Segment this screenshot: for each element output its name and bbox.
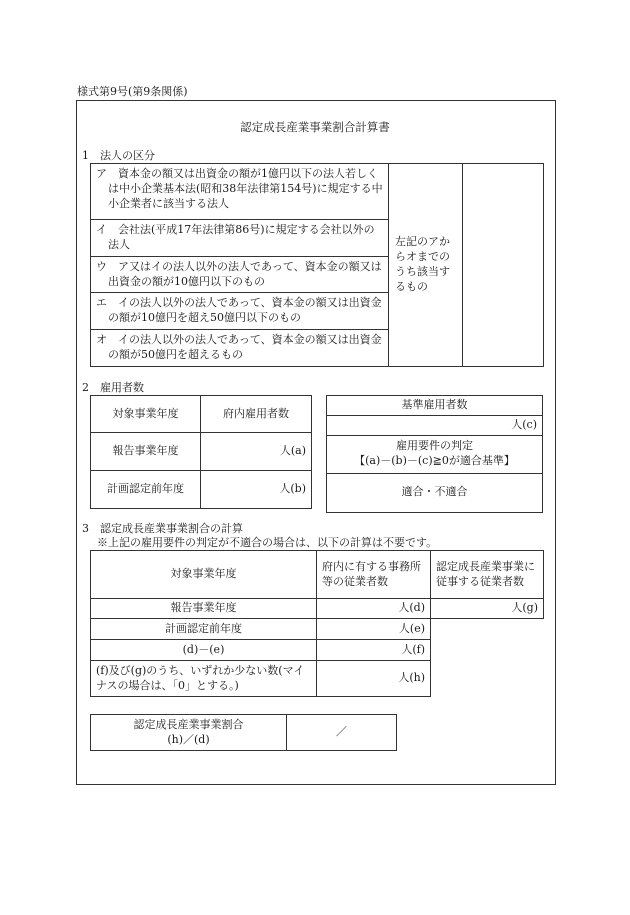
row-label-lesser-value: (f)及び(g)のうち、いずれか少ない数(マイナスの場合は、「0」とする。) xyxy=(91,661,317,697)
category-item-e: オ イの法人以外の法人であって、資本金の額又は出資金の額が50億円を超えるもの xyxy=(91,330,389,367)
table-row xyxy=(91,661,544,697)
section1-heading: 1 法人の区分 xyxy=(82,149,155,162)
corporate-category-table xyxy=(90,163,544,367)
col-fiscal-year: 対象事業年度 xyxy=(91,551,317,599)
base-employee-c-field[interactable]: 人(c) xyxy=(327,415,543,435)
office-employees-e-field[interactable]: 人(e) xyxy=(317,619,431,640)
table-row xyxy=(91,471,312,509)
col-growth-employees: 認定成長産業事業に従事する従業者数 xyxy=(431,551,544,599)
employment-requirement-table xyxy=(326,395,543,513)
category-item-c: ウ ア又はイの法人以外の法人であって、資本金の額又は出資金の額が10億円以下のもの xyxy=(91,256,389,293)
col-fiscal-year: 対象事業年度 xyxy=(91,396,201,433)
table-row xyxy=(91,599,544,619)
empty-cell xyxy=(431,640,544,661)
ratio-calculation-table xyxy=(90,550,544,697)
table-row xyxy=(91,433,312,471)
section3-note: ※上記の雇用要件の判定が不適合の場合は、以下の計算は不要です。 xyxy=(97,536,438,549)
judgement-result[interactable]: 適合・不適合 xyxy=(327,473,543,512)
office-employees-d-field[interactable]: 人(d) xyxy=(317,599,431,619)
section3-heading: 3 認定成長産業事業割合の計算 xyxy=(82,522,243,535)
category-item-a: ア 資本金の額又は出資金の額が1億円以下の法人若しくは中小企業基本法(昭和38年法律第154号)に規定する中小企業者に該当する法人 xyxy=(91,164,389,220)
category-row xyxy=(91,164,544,220)
growth-employees-g-field[interactable]: 人(g) xyxy=(431,599,544,619)
form-number: 様式第9号(第9条関係) xyxy=(77,85,188,98)
employee-count-table xyxy=(90,395,312,509)
ratio-result-table xyxy=(90,714,397,751)
applicable-note: 左記のアからオまでのうち該当するもの xyxy=(389,164,463,367)
lesser-value-h-field[interactable]: 人(h) xyxy=(317,661,431,697)
ratio-formula: (h)／(d) xyxy=(167,732,210,746)
table-row xyxy=(91,619,544,640)
empty-cell xyxy=(431,661,544,697)
base-employee-header: 基準雇用者数 xyxy=(327,396,543,416)
row-label-difference: (d)－(e) xyxy=(91,640,317,661)
judgement-formula: 【(a)－(b)－(c)≧0が適合基準】 xyxy=(354,454,515,468)
row-label-report-year: 報告事業年度 xyxy=(91,599,317,619)
judgement-header: 雇用要件の判定 xyxy=(396,439,473,453)
col-employee-count: 府内雇用者数 xyxy=(201,396,312,433)
employee-count-a-field[interactable]: 人(a) xyxy=(201,433,312,471)
judgement-cell xyxy=(327,435,543,473)
category-answer-cell[interactable] xyxy=(463,164,544,367)
ratio-label-cell xyxy=(91,715,287,751)
document-title: 認定成長産業事業割合計算書 xyxy=(240,120,390,134)
category-item-b: イ 会社法(平成17年法律第86号)に規定する会社以外の法人 xyxy=(91,220,389,257)
table-row xyxy=(91,640,544,661)
section2-heading: 2 雇用者数 xyxy=(82,381,144,394)
col-office-employees: 府内に有する事務所等の従業者数 xyxy=(317,551,431,599)
category-item-d: エ イの法人以外の法人であって、資本金の額又は出資金の額が10億円を超え50億円以下のもの xyxy=(91,293,389,330)
empty-cell xyxy=(431,619,544,640)
row-label-prior-year: 計画認定前年度 xyxy=(91,619,317,640)
difference-f-field[interactable]: 人(f) xyxy=(317,640,431,661)
ratio-value-field[interactable]: ／ xyxy=(287,715,397,751)
ratio-label: 認定成長産業事業割合 xyxy=(133,717,244,731)
employee-count-b-field[interactable]: 人(b) xyxy=(201,471,312,509)
row-label-prior-year: 計画認定前年度 xyxy=(91,471,201,509)
row-label-report-year: 報告事業年度 xyxy=(91,433,201,471)
